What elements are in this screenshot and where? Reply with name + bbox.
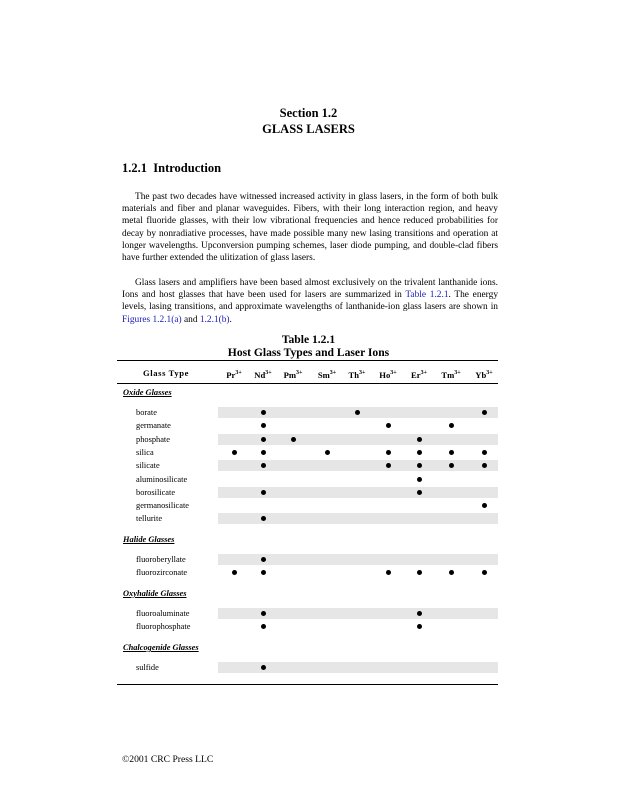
row-band — [218, 513, 498, 524]
para2-text-2: . The energy levels, lasing transitions, and approximate wavelengths of lanthanide-ion glass lasers are shown in — [122, 290, 499, 313]
ion-symbol: Yb — [475, 369, 487, 380]
table-top-rule — [117, 360, 498, 361]
ion-dot-nd — [261, 624, 266, 629]
ion-symbol: Pr — [226, 369, 236, 380]
ion-charge: 3+ — [420, 370, 427, 376]
table-row-label: sulfide — [136, 663, 159, 672]
paragraph-2 — [122, 277, 498, 326]
ion-symbol: Ho — [379, 369, 391, 380]
ion-dot-ho — [386, 463, 391, 468]
ion-charge: 3+ — [265, 370, 272, 376]
table-row-label: phosphate — [136, 434, 170, 444]
ion-dot-nd — [261, 410, 266, 415]
figure-a-link[interactable]: Figures 1.2.1(a) — [122, 314, 182, 325]
ion-dot-yb — [482, 450, 487, 455]
ion-dot-nd — [261, 490, 266, 495]
ion-dot-nd — [261, 463, 266, 468]
table-header-rule — [117, 383, 498, 384]
ion-dot-ho — [386, 570, 391, 575]
ion-dot-nd — [261, 665, 266, 670]
ion-dot-nd — [261, 437, 266, 442]
para2-text-4: . — [229, 314, 232, 325]
ion-symbol: Th — [348, 369, 360, 380]
ion-dot-nd — [261, 611, 266, 616]
copyright-footer: ©2001 CRC Press LLC — [122, 754, 214, 765]
ion-charge: 3+ — [329, 370, 337, 376]
ion-symbol: Er — [411, 369, 421, 380]
ion-dot-er — [417, 611, 422, 616]
table-row-label: aluminosilicate — [136, 474, 188, 484]
ion-symbol: Tm — [441, 369, 455, 380]
ion-charge: 3+ — [296, 370, 303, 376]
table-row-label: fluoroberyllate — [136, 555, 186, 564]
ion-dot-er — [417, 463, 422, 468]
ion-dot-pm — [291, 437, 296, 442]
subsection-heading — [122, 161, 221, 176]
ion-dot-er — [417, 570, 422, 575]
ion-charge: 3+ — [359, 370, 366, 376]
ion-dot-yb — [482, 463, 487, 468]
ion-header-er — [404, 368, 434, 380]
table-row-label: fluorophosphate — [136, 622, 191, 632]
ion-dot-pr — [232, 450, 237, 455]
table-row-label: silica — [136, 447, 154, 457]
ion-dot-yb — [482, 570, 487, 575]
table-row-label: borosilicate — [136, 487, 176, 497]
table-row-label: fluoroaluminate — [136, 609, 190, 618]
ion-dot-nd — [261, 516, 266, 521]
table-row-label: tellurite — [136, 514, 163, 524]
table-number: Table 1.2.1 — [281, 333, 336, 346]
ion-dot-nd — [261, 450, 266, 455]
table-row-label: germanosilicate — [136, 501, 190, 511]
ion-dot-th — [355, 410, 360, 415]
ion-dot-yb — [482, 410, 487, 415]
ion-dot-er — [417, 437, 422, 442]
paragraph-1: The past two decades have witnessed increased activity in glass lasers, in the form of both bulk materials and fiber and planar waveguides. Fibers, with their long interaction region, and heavy metal fluoride glasses, with their low vibrational frequencies and hence reduced probabilities for decay by nonradiative processes, have made possible many new lasing transitions and operation at longer wavelengths. Upconversion pumping schemes, laser diode pumping, and double-clad fibers have further extended the ulitization of glass lasers. — [122, 192, 498, 264]
subsection-title: Introduction — [153, 161, 222, 175]
ion-header-yb — [469, 368, 499, 380]
group-heading: Oxide Glasses — [123, 388, 172, 397]
glass-type-header: Glass Type — [143, 368, 190, 378]
table-title: Host Glass Types and Laser Ions — [227, 346, 390, 359]
section-title — [0, 105, 617, 137]
ion-dot-nd — [261, 570, 266, 575]
ion-header-pm — [278, 368, 308, 380]
ion-header-th — [342, 368, 372, 380]
ion-charge: 3+ — [235, 370, 242, 376]
group-heading: Oxyhalide Glasses — [123, 589, 187, 598]
ion-dot-er — [417, 477, 422, 482]
ion-dot-er — [417, 624, 422, 629]
ion-charge: 3+ — [486, 370, 493, 376]
section-number: Section 1.2 — [279, 106, 338, 120]
table-row-label: silicate — [136, 461, 160, 471]
ion-symbol: Nd — [254, 369, 266, 380]
ion-header-ho — [373, 368, 403, 380]
ion-charge: 3+ — [454, 370, 461, 376]
ion-dot-sm — [325, 450, 330, 455]
row-band — [218, 460, 498, 471]
figure-b-link[interactable]: 1.2.1(b) — [199, 314, 230, 325]
ion-dot-nd — [261, 423, 266, 428]
ion-dot-nd — [261, 557, 266, 562]
table-caption — [0, 333, 617, 359]
para2-text-1: Glass lasers and amplifiers have been based almost exclusively on the trivalent lanthanide ions. Ions and host glasses that have been used for lasers are summarized in — [122, 278, 498, 301]
subsection-number: 1.2.1 — [122, 161, 147, 175]
ion-dot-ho — [386, 450, 391, 455]
ion-header-nd — [248, 368, 278, 380]
para2-text-3: and — [181, 314, 200, 325]
ion-header-sm — [312, 368, 342, 380]
group-heading: Chalcogenide Glasses — [123, 643, 199, 652]
ion-dot-pr — [232, 570, 237, 575]
ion-header-pr — [219, 368, 249, 380]
ion-charge: 3+ — [390, 370, 397, 376]
table-row-label: fluorozirconate — [136, 568, 188, 578]
table-row-label: borate — [136, 408, 157, 417]
ion-header-tm — [436, 368, 466, 380]
ion-dot-tm — [449, 570, 454, 575]
ion-dot-ho — [386, 423, 391, 428]
ion-dot-tm — [449, 423, 454, 428]
table-link[interactable]: Table 1.2.1 — [405, 290, 449, 301]
table-bottom-rule — [117, 684, 498, 685]
section-name: GLASS LASERS — [262, 122, 355, 136]
table-row-label: germanate — [136, 421, 171, 431]
ion-dot-er — [417, 450, 422, 455]
ion-dot-er — [417, 490, 422, 495]
ion-dot-yb — [482, 503, 487, 508]
group-heading: Halide Glasses — [123, 535, 175, 544]
ion-symbol: Pm — [283, 369, 296, 380]
ion-dot-tm — [449, 463, 454, 468]
ion-symbol: Sm — [317, 369, 330, 380]
ion-dot-tm — [449, 450, 454, 455]
